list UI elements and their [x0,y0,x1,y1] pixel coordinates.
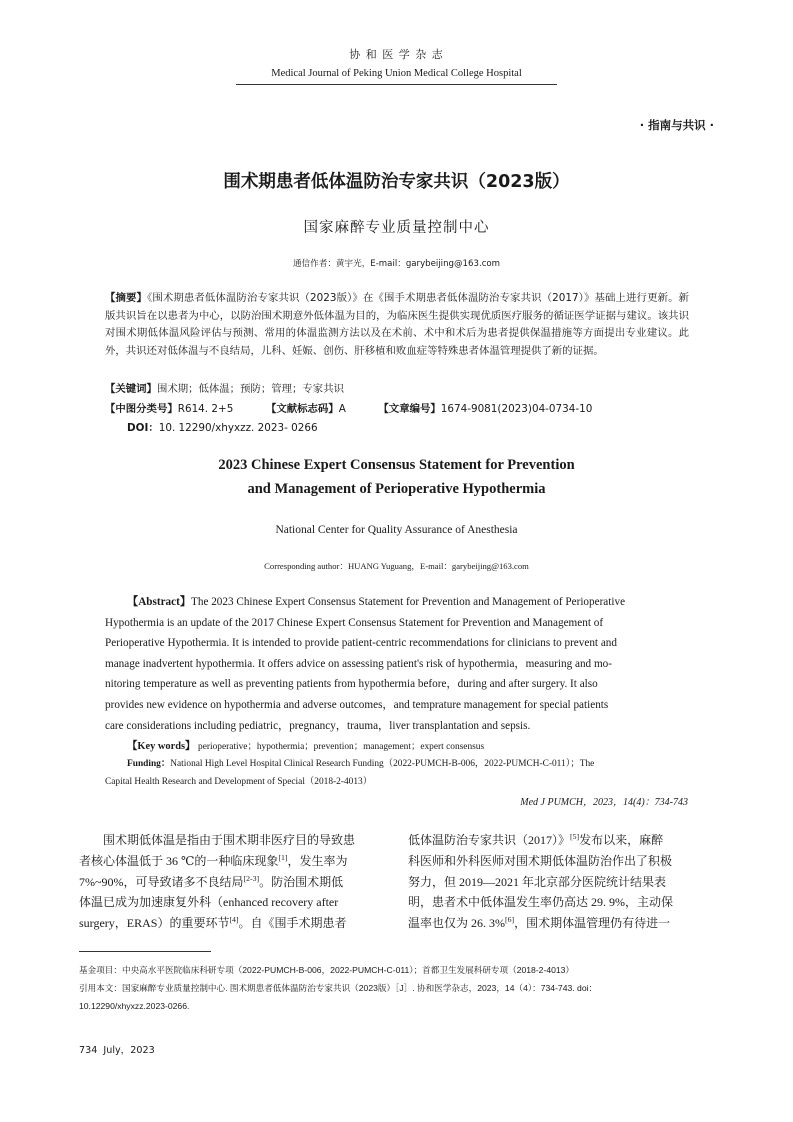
body-right-column: 低体温防治专家共识（2017）》[5]发布以来，麻醉 科医师和外科医师对围术期低体温防治作出了积极 努力，但 2019—2021 年北京部分医院统计结果表 明，患者术中低体温发生率仍高达 29. 9%，主动保 温率也仅为 26. 3%[6]，围术期体温管理仍有待进一 [408,830,714,934]
abstract-en-line: Perioperative Hypothermia. It is intended to provide patient-centric recommendations for clinicians to prevent and [105,637,617,650]
abstract-cn [105,290,689,360]
doi-value: 10. 12290/xhyxzz. 2023- 0266 [158,422,318,434]
clc-label: 【中图分类号】 [105,403,178,415]
abstract-en-line: The 2023 Chinese Expert Consensus Statement for Prevention and Management of Perioperative [191,596,626,608]
author-org-en: National Center for Quality Assurance of Anesthesia [275,524,518,536]
abstract-cn-label: 【摘要】 [105,292,148,304]
corresponding-cn: 通信作者：黄宇光，E-mail：garybeijing@163.com [292,259,501,269]
citation-ref: [1] [278,852,288,862]
corresponding-en: Corresponding author：HUANG Yuguang，E-mail：garybeijing@163.com [264,561,529,571]
article-title-en-line2: and Management of Perioperative Hypothermia [247,481,546,497]
abstract-en-line: Hypothermia is an update of the 2017 Chinese Expert Consensus Statement for Prevention and Management of [105,616,604,629]
body-line: surgery，ERAS）的重要环节 [79,916,230,931]
citation-ref: [4] [229,915,239,925]
body-line: 低体温防治专家共识（2017）》 [408,833,571,847]
footnote-cite-line1: 引用本文：国家麻醉专业质量控制中心. 围术期患者低体温防治专家共识（2023版）［J］. 协和医学杂志，2023，14（4）：734-743. doi： [79,983,598,993]
funding-en-line1 [127,755,594,769]
body-line: 明，患者术中低体温发生率仍高达 29. 9%，主动保 [408,895,673,910]
page-footer: 734 July，2023 [79,1045,155,1056]
keywords-en-text: perioperative；hypothermia；prevention；management；expert consensus [198,742,485,752]
citation-ref: [6] [505,915,515,925]
keywords-cn-label: 【关键词】 [105,383,157,395]
doccode-label: 【文献标志码】 [265,403,339,415]
body-left-column: 围术期低体温是指由于围术期非医疗目的导致患 者核心体温低于 36 ℃的一种临床现象[1]，发生率为 7%~90%，可导致诸多不良结局[2-3]。防治围术期低 体温已成为加速康复外科（enhanced recovery after surgery，ERAS）的重要环节[4]。自《围手术期患者 [79,830,385,934]
article-number-value: 1674-9081(2023)04-0734-10 [440,403,593,415]
header-rule [236,84,557,85]
doi-label: DOI： [127,422,159,434]
keywords-en [127,737,484,752]
funding-en-line2: Capital Health Research and Development of Special（2018-2-4013） [105,777,373,787]
abstract-en [105,592,689,736]
keywords-en-label: 【Key words】 [127,741,196,752]
keywords-cn-text: 围术期；低体温；预防；管理；专家共识 [156,383,344,395]
abstract-en-line: care considerations including pediatric，pregnancy，trauma，liver transplantation and sepsis. [105,719,531,732]
journal-name-en: Medical Journal of Peking Union Medical College Hospital [271,68,522,79]
funding-en-text: National High Level Hospital Clinical Research Funding（2022-PUMCH-B-006，2022-PUMCH-C-011）；The [170,759,595,769]
section-tag: · 指南与共识 · [639,118,714,132]
body-line: 者核心体温低于 36 ℃的一种临床现象 [79,853,279,868]
body-line: 温率也仅为 26. 3% [408,916,505,931]
abstract-en-label: 【Abstract】 [127,596,192,608]
abstract-en-line: nitoring temperature as well as preventing patients from hypothermia before，during and after surgery. It also [105,678,598,691]
body-line: 科医师和外科医师对围术期低体温防治作出了积极 [408,853,673,868]
citation-ref: [2-3] [243,873,260,883]
classification-line [105,400,705,415]
body-line: 体温已成为加速康复外科（enhanced recovery after [79,895,339,910]
funding-en-label: Funding： [127,759,171,769]
abstract-en-line: provides new evidence on hypothermia and adverse outcomes，and temprature management for special patients [105,698,609,711]
footnote-cite-line2: 10.12290/xhyxzz.2023-0266. [79,1001,190,1011]
doi-line [127,419,318,434]
citation-ref: [5] [570,832,580,841]
footnote-funding-cn: 基金项目：中央高水平医院临床科研专项（2022-PUMCH-B-006，2022-PUMCH-C-011）；首都卫生发展科研专项（2018-2-4013） [79,965,575,975]
footnote-rule [79,951,211,952]
body-line: 围术期低体温是指由于围术期非医疗目的导致患 [103,833,356,847]
article-title-en-line1: 2023 Chinese Expert Consensus Statement for Prevention [218,457,575,473]
abstract-en-line: manage inadvertent hypothermia. It offers advice on assessing patient's risk of hypothermia，measuring and mo- [105,657,612,670]
article-title-cn: 围术期患者低体温防治专家共识（2023版） [223,172,570,192]
keywords-cn [105,380,689,395]
body-line: 7%~90%，可导致诸多不良结局 [79,874,244,889]
clc-value: R614. 2+5 [177,403,234,415]
citation-short: Med J PUMCH，2023，14(4)：734-743 [520,797,688,808]
journal-name-cn: 协 和 医 学 杂 志 [349,48,444,61]
body-line: 努力，但 2019—2021 年北京部分医院统计结果表 [408,874,667,889]
abstract-cn-text: 《围术期患者低体温防治专家共识（2023版）》在《围手术期患者低体温防治专家共识（2017）》基础上进行更新。新版共识旨在以患者为中心，以防治围术期意外低体温为目的，为临床医生提供实现优质医疗服务的循证医学证据与建议。该共识对围术期低体温风险评估与预测、常用的体温监测方法以及在术前、术中和术后为患者提供保温措施等方面提出专业建议。此外，共识还对低体温与不良结局，儿科、妊娠、创伤、肝移植和败血症等特殊患者体温管理提供了新的证据。 [105,292,689,357]
author-org-cn: 国家麻醉专业质量控制中心 [303,220,490,236]
doccode-value: A [338,403,346,415]
article-number-label: 【文章编号】 [378,403,441,415]
